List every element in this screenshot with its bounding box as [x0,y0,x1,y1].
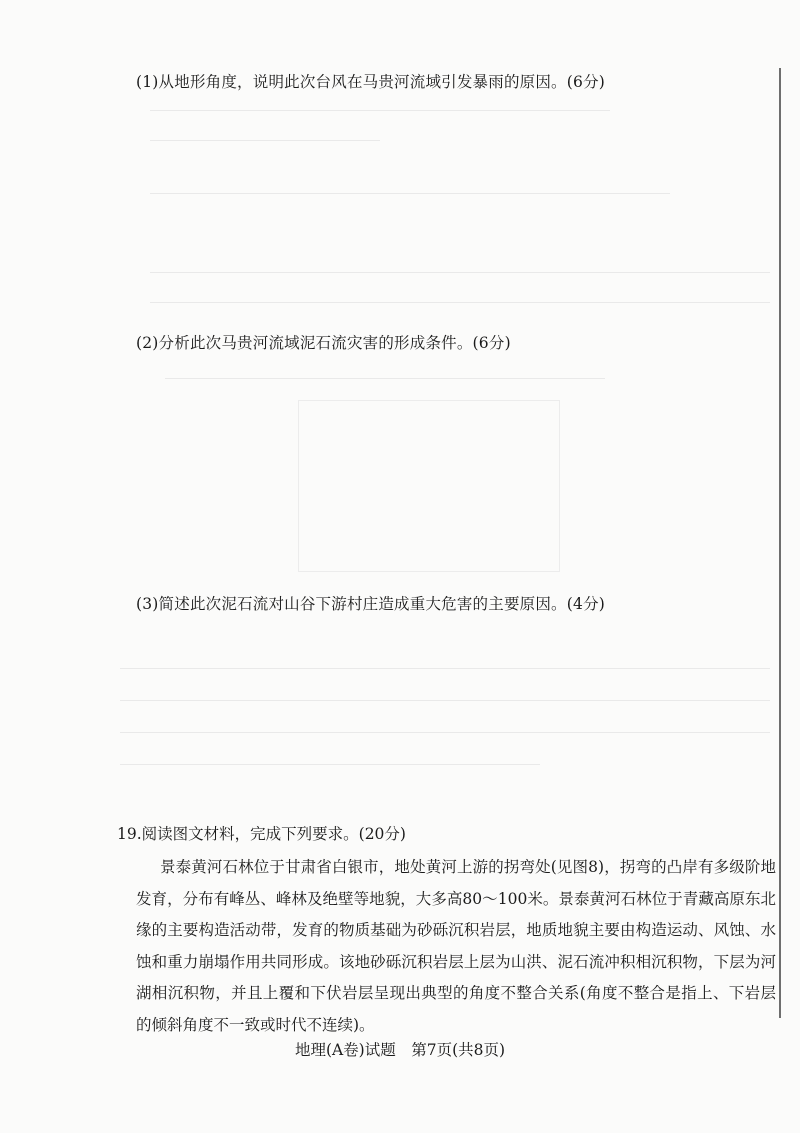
bleed-through-figure [298,400,560,572]
bleed-through-line [150,110,610,111]
bleed-through-line [150,302,770,303]
bleed-through-line [150,193,670,194]
bleed-through-line [150,272,770,273]
bleed-through-line [165,378,605,379]
question-3: (3)简述此次泥石流对山谷下游村庄造成重大危害的主要原因。(4分) [136,595,606,613]
bleed-through-line [120,700,770,701]
bleed-through-line [150,140,380,141]
page-footer: 地理(A卷)试题 第7页(共8页) [294,1041,506,1059]
bleed-through-line [120,764,540,765]
question-19-passage: 景泰黄河石林位于甘肃省白银市，地处黄河上游的拐弯处(见图8)，拐弯的凸岸有多级阶地发育，分布有峰丛、峰林及绝壁等地貌，大多高80～100米。景泰黄河石林位于青藏高原东北缘的主要构造活动带，发育的物质基础为砂砾沉积岩层，地质地貌主要由构造运动、风蚀、水蚀和重力崩塌作用共同形成。该地砂砾沉积岩层上层为山洪、泥石流冲积相沉积物，下层为河湖相沉积物，并且上覆和下伏岩层呈现出典型的角度不整合关系(角度不整合是指上、下岩层的倾斜角度不一致或时代不连续)。 [136,858,776,1034]
question-2: (2)分析此次马贵河流域泥石流灾害的形成条件。(6分) [136,334,511,352]
bleed-through-line [120,668,770,669]
bleed-through-line [120,732,770,733]
page-border-line [779,68,781,1018]
question-19-heading: 19.阅读图文材料，完成下列要求。(20分) [117,825,406,843]
question-1: (1)从地形角度，说明此次台风在马贵河流域引发暴雨的原因。(6分) [136,73,606,91]
